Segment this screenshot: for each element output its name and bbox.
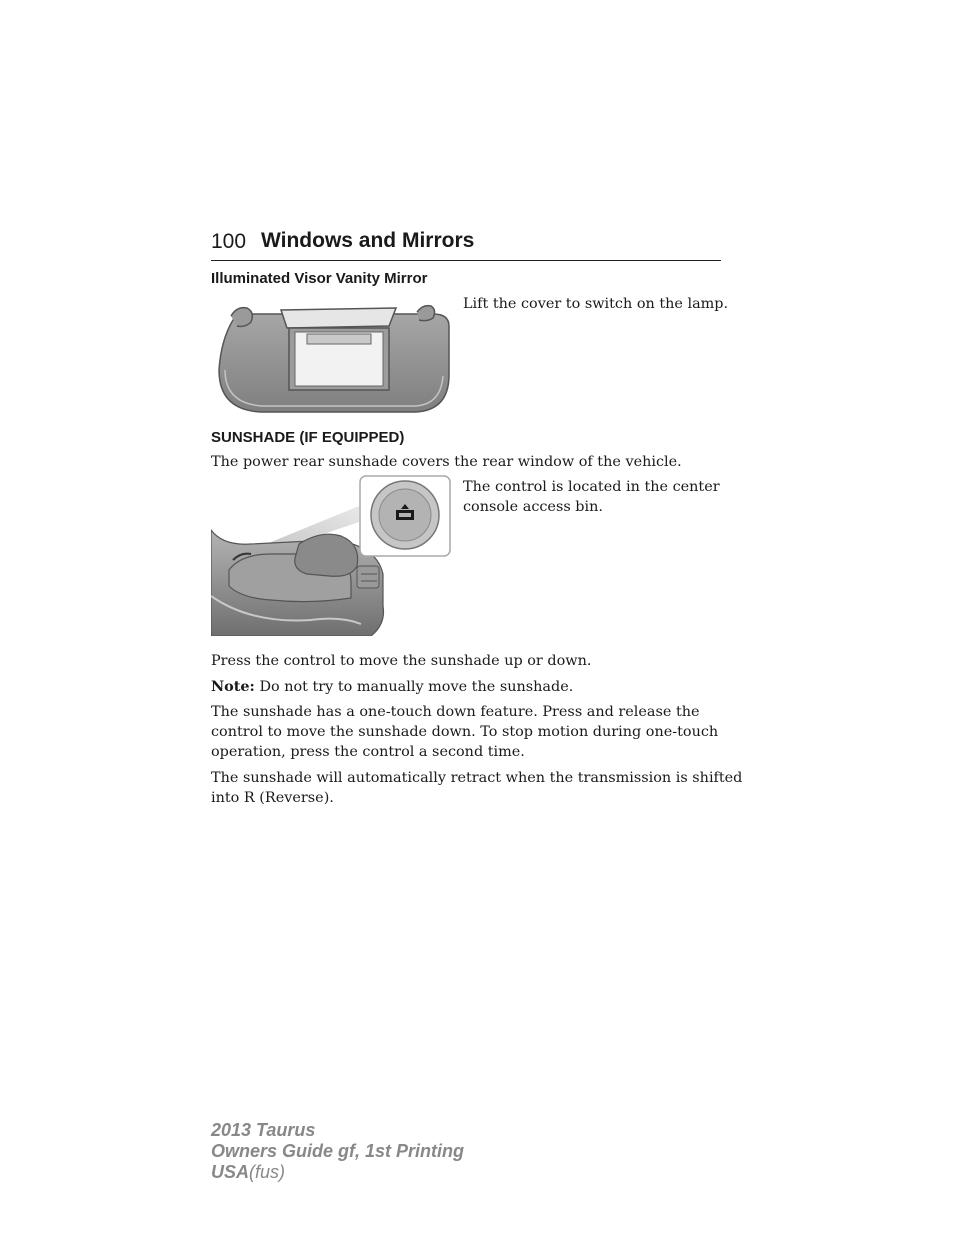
- sunshade-heading: SUNSHADE (IF EQUIPPED): [211, 429, 405, 446]
- visor-heading: Illuminated Visor Vanity Mirror: [211, 270, 428, 287]
- note-line: [211, 677, 573, 697]
- footer-region: USA: [211, 1162, 250, 1182]
- retract-line-1: The sunshade will automatically retract when the transmission is shifted: [211, 770, 743, 786]
- note-text: Do not try to manually move the sunshade.: [259, 679, 574, 695]
- control-location-line-1: The control is located in the center: [463, 479, 720, 495]
- visor-text: Lift the cover to switch on the lamp.: [463, 296, 729, 312]
- center-console-illustration: [211, 474, 456, 636]
- page-footer: [211, 1120, 464, 1183]
- one-touch-line-1: The sunshade has a one-touch down feature. Press and release the: [211, 704, 700, 720]
- retract-line-2: into R (Reverse).: [211, 790, 334, 806]
- page-header: [211, 228, 721, 264]
- footer-region-code: (fus): [249, 1162, 286, 1182]
- section-title: Windows and Mirrors: [261, 229, 475, 252]
- footer-line-2: Owners Guide gf, 1st Printing: [211, 1141, 465, 1161]
- control-location-line-2: console access bin.: [463, 499, 603, 515]
- note-label: Note:: [211, 678, 255, 695]
- sunshade-intro: The power rear sunshade covers the rear window of the vehicle.: [211, 454, 682, 470]
- page-number: 100: [211, 230, 247, 253]
- one-touch-line-3: operation, press the control a second time.: [211, 744, 525, 760]
- sun-visor-illustration: [211, 300, 456, 418]
- header-rule: [211, 260, 721, 261]
- one-touch-line-2: control to move the sunshade down. To stop motion during one-touch: [211, 724, 719, 740]
- press-text: Press the control to move the sunshade up or down.: [211, 653, 592, 669]
- footer-line-3: [211, 1162, 464, 1183]
- footer-line-1: 2013 Taurus: [211, 1120, 316, 1140]
